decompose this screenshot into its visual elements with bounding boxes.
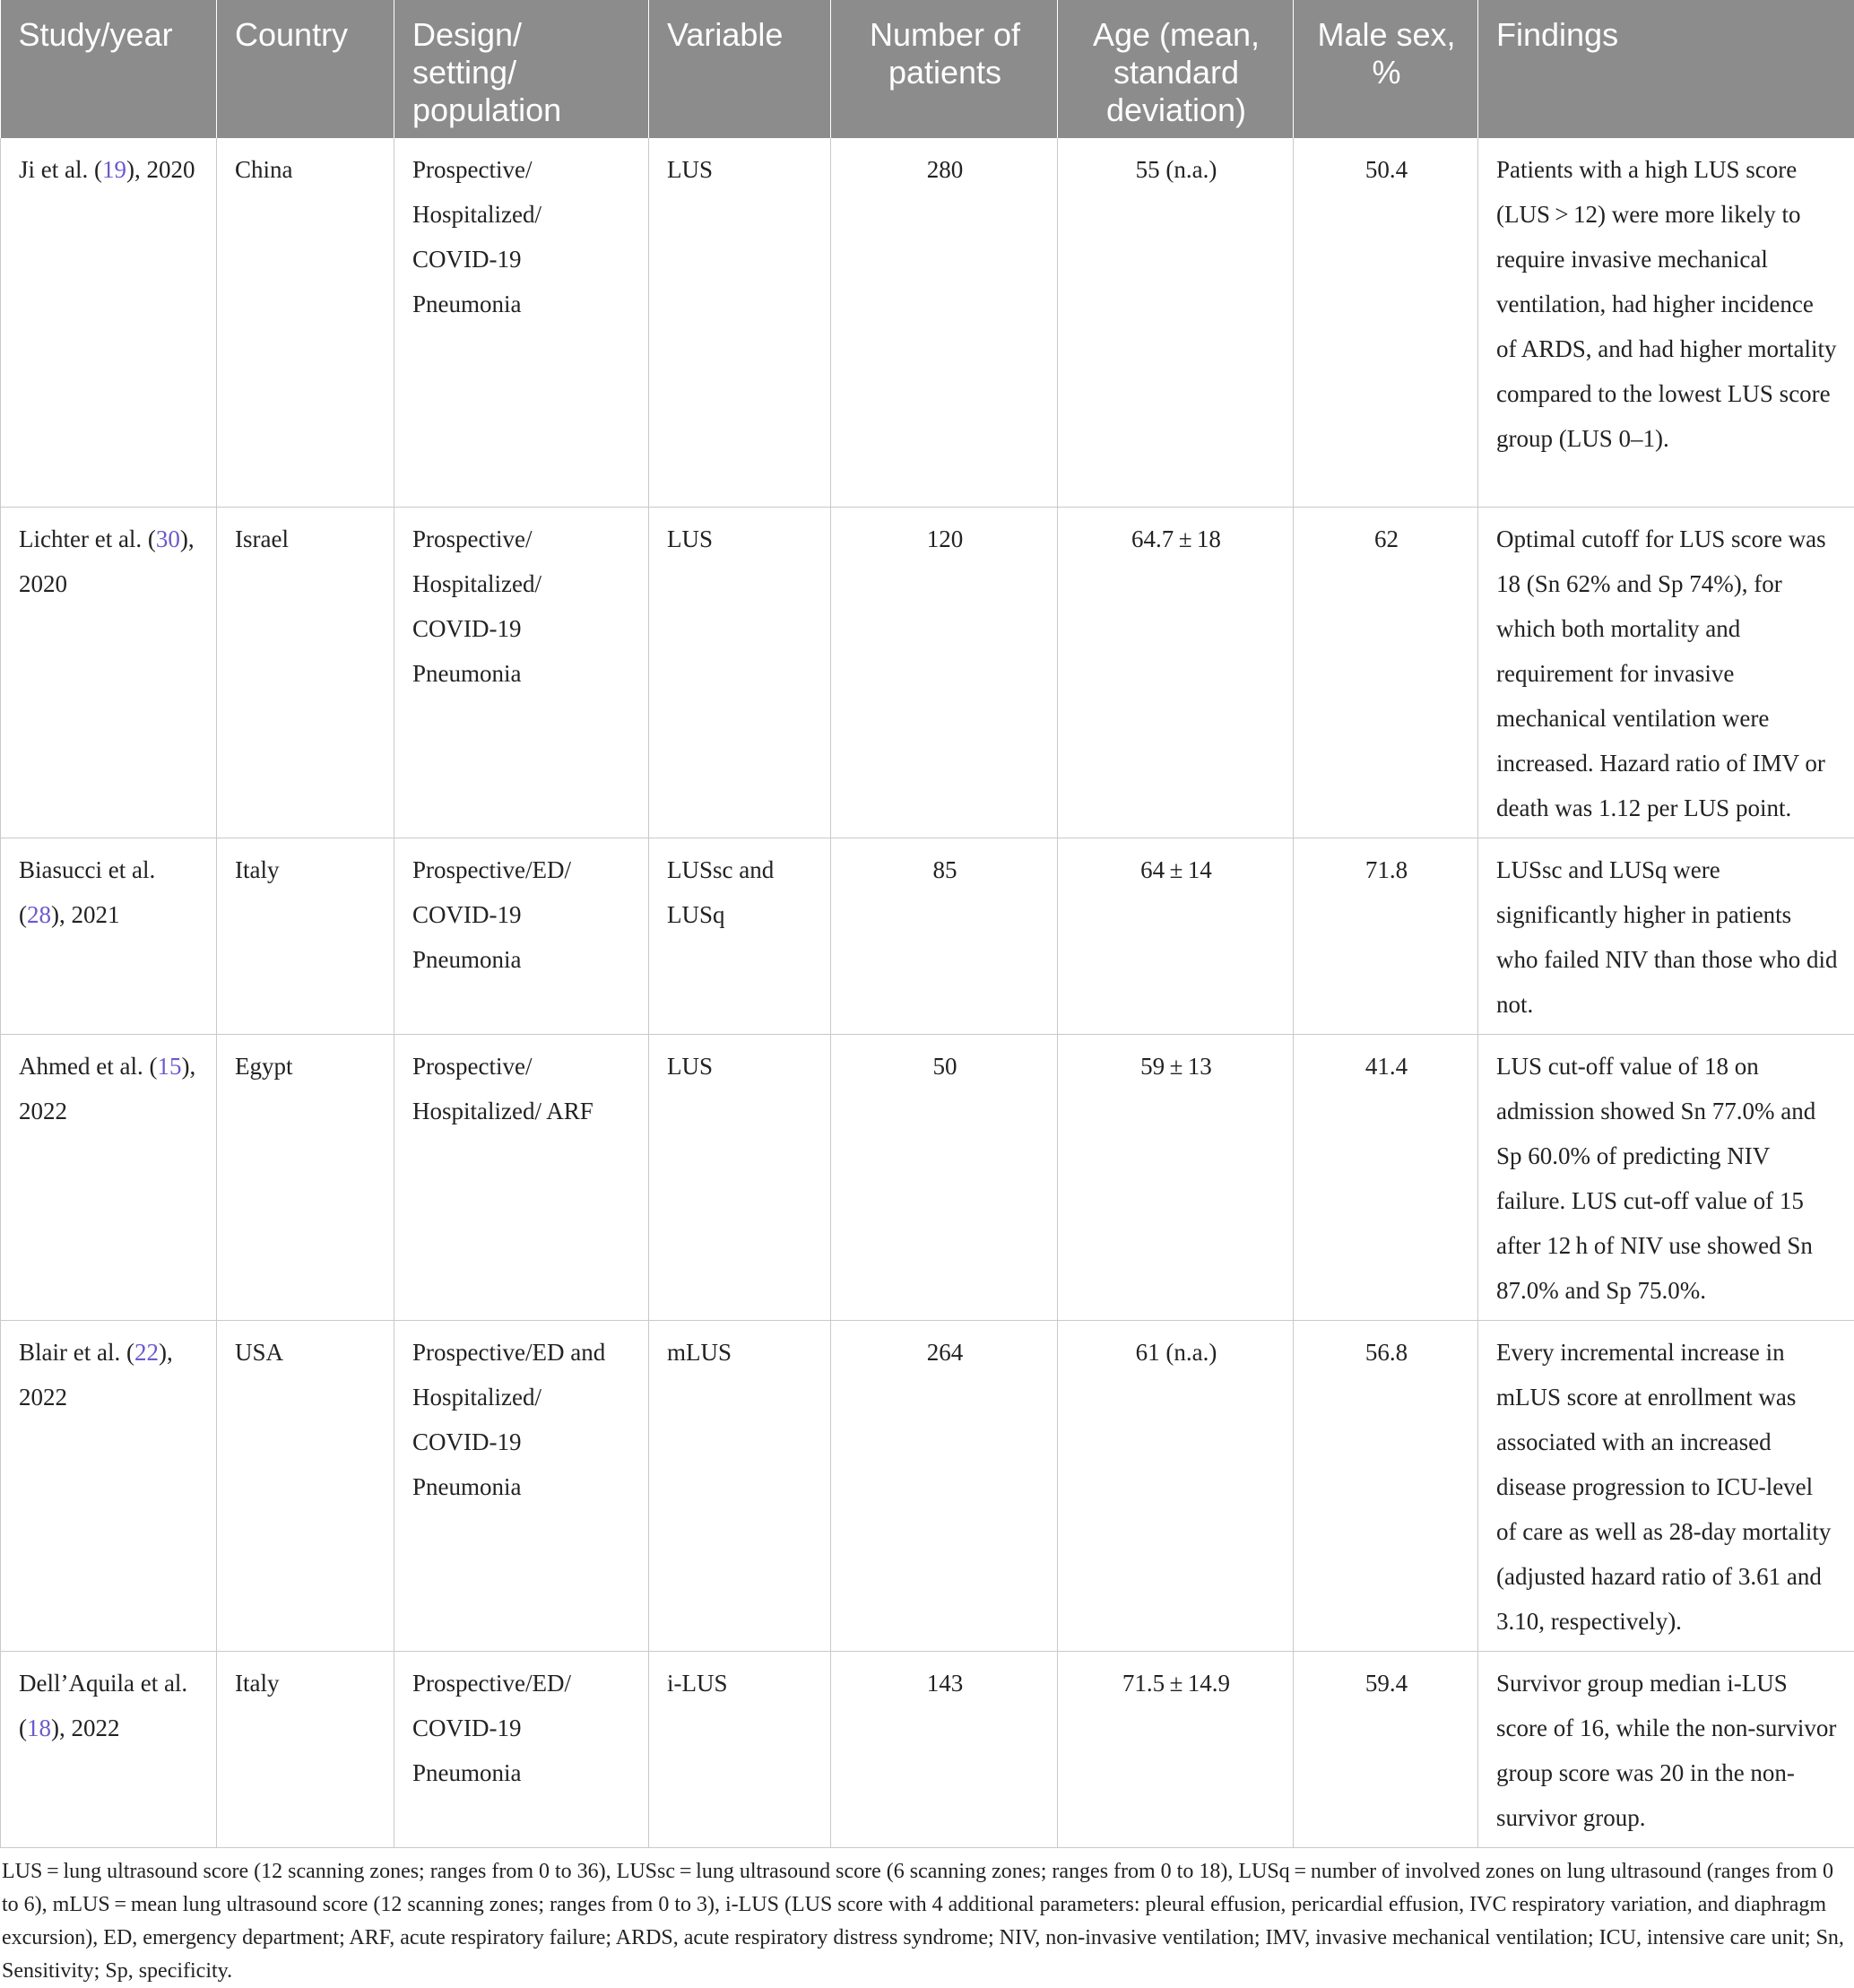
cell-age: 64 ± 14 [1058,838,1294,1034]
study-text: Blair et al. ( [19,1339,134,1366]
cell-country: China [217,138,394,507]
cell-patients: 143 [831,1651,1058,1847]
cell-study [1,138,217,507]
table-footnote: LUS = lung ultrasound score (12 scanning zones; ranges from 0 to 36), LUSsc = lung ultrasound score (6 scanning zones; ranges from 0 to 18), LUSq = number of involved zones on lung ultrasound (ranges from 0 to 6), mLUS = mean lung ultrasound score (12 scanning zones; ranges from 0 to 3), i-LUS (LUS score with 4 additional parameters: pleural effusion, pericardial effusion, IVC respiratory variation, and diaphragm excursion), ED, emergency department; ARF, acute respiratory failure; ARDS, acute respiratory distress syndrome; NIV, non-invasive ventilation; IMV, invasive mechanical ventilation; ICU, intensive care unit; Sn, Sensitivity; Sp, specificity. [0,1848,1854,1988]
col-header-design: Design/ setting/ population [394,0,649,138]
cell-male: 59.4 [1294,1651,1478,1847]
cell-variable: LUS [649,1034,831,1320]
col-header-age: Age (mean, standard deviation) [1058,0,1294,138]
cell-country: Israel [217,507,394,838]
cell-design: Prospective/ED/ COVID-19 Pneumonia [394,1651,649,1847]
col-header-male: Male sex, % [1294,0,1478,138]
cell-findings: Patients with a high LUS score (LUS > 12) were more likely to require invasive mechanical ventilation, had higher incidence of ARDS, and had higher mortality compared to the lowest LUS score group (LUS 0–1). [1478,138,1854,507]
reference-link[interactable]: 28 [27,901,51,928]
reference-link[interactable]: 18 [27,1715,51,1741]
cell-country: Italy [217,838,394,1034]
header-row [1,0,1854,138]
cell-variable: LUS [649,138,831,507]
study-text: Biasucci et al. ( [19,856,155,928]
cell-age: 59 ± 13 [1058,1034,1294,1320]
cell-study [1,1034,217,1320]
study-year: ), 2022 [51,1715,120,1741]
cell-male: 62 [1294,507,1478,838]
study-year: ), 2020 [19,525,195,597]
cell-patients: 50 [831,1034,1058,1320]
cell-male: 71.8 [1294,838,1478,1034]
study-text: Ahmed et al. ( [19,1053,157,1080]
cell-variable: LUS [649,507,831,838]
col-header-variable: Variable [649,0,831,138]
study-text: Ji et al. ( [19,156,102,183]
cell-findings: LUS cut-off value of 18 on admission showed Sn 77.0% and Sp 60.0% of predicting NIV failure. LUS cut-off value of 15 after 12 h of NIV use showed Sn 87.0% and Sp 75.0%. [1478,1034,1854,1320]
study-text: Dell’Aquila et al. ( [19,1670,187,1741]
table-row [1,138,1854,507]
cell-country: Egypt [217,1034,394,1320]
table-row [1,1320,1854,1651]
cell-design: Prospective/ Hospitalized/ COVID-19 Pneumonia [394,138,649,507]
cell-design: Prospective/ Hospitalized/ ARF [394,1034,649,1320]
reference-link[interactable]: 15 [157,1053,181,1080]
cell-variable: i-LUS [649,1651,831,1847]
cell-age: 61 (n.a.) [1058,1320,1294,1651]
cell-patients: 120 [831,507,1058,838]
cell-findings: Survivor group median i-LUS score of 16, while the non-survivor group score was 20 in the non-survivor group. [1478,1651,1854,1847]
cell-study [1,1320,217,1651]
study-year: ), 2022 [19,1053,195,1124]
cell-age: 64.7 ± 18 [1058,507,1294,838]
table-row [1,1651,1854,1847]
cell-findings: Every incremental increase in mLUS score at enrollment was associated with an increased disease progression to ICU-level of care as well as 28-day mortality (adjusted hazard ratio of 3.61 and 3.10, respectively). [1478,1320,1854,1651]
reference-link[interactable]: 30 [156,525,180,552]
cell-male: 41.4 [1294,1034,1478,1320]
cell-age: 55 (n.a.) [1058,138,1294,507]
cell-design: Prospective/ED/ COVID-19 Pneumonia [394,838,649,1034]
cell-variable: LUSsc and LUSq [649,838,831,1034]
study-year: ), 2022 [19,1339,173,1411]
reference-link[interactable]: 22 [134,1339,159,1366]
col-header-patients: Number of patients [831,0,1058,138]
cell-patients: 85 [831,838,1058,1034]
cell-male: 56.8 [1294,1320,1478,1651]
cell-patients: 280 [831,138,1058,507]
study-text: Lichter et al. ( [19,525,156,552]
study-year: ), 2021 [51,901,120,928]
col-header-study: Study/year [1,0,217,138]
col-header-country: Country [217,0,394,138]
table-row [1,1034,1854,1320]
table-row [1,838,1854,1034]
study-year: ), 2020 [126,156,195,183]
cell-findings: LUSsc and LUSq were significantly higher in patients who failed NIV than those who did not. [1478,838,1854,1034]
cell-study [1,507,217,838]
cell-findings: Optimal cutoff for LUS score was 18 (Sn 62% and Sp 74%), for which both mortality and requirement for invasive mechanical ventilation were increased. Hazard ratio of IMV or death was 1.12 per LUS point. [1478,507,1854,838]
cell-variable: mLUS [649,1320,831,1651]
cell-age: 71.5 ± 14.9 [1058,1651,1294,1847]
reference-link[interactable]: 19 [102,156,126,183]
cell-study [1,838,217,1034]
cell-country: Italy [217,1651,394,1847]
cell-patients: 264 [831,1320,1058,1651]
cell-study [1,1651,217,1847]
cell-male: 50.4 [1294,138,1478,507]
col-header-findings: Findings [1478,0,1854,138]
table-row [1,507,1854,838]
cell-design: Prospective/ED and Hospitalized/ COVID-19 Pneumonia [394,1320,649,1651]
cell-design: Prospective/ Hospitalized/ COVID-19 Pneumonia [394,507,649,838]
cell-country: USA [217,1320,394,1651]
